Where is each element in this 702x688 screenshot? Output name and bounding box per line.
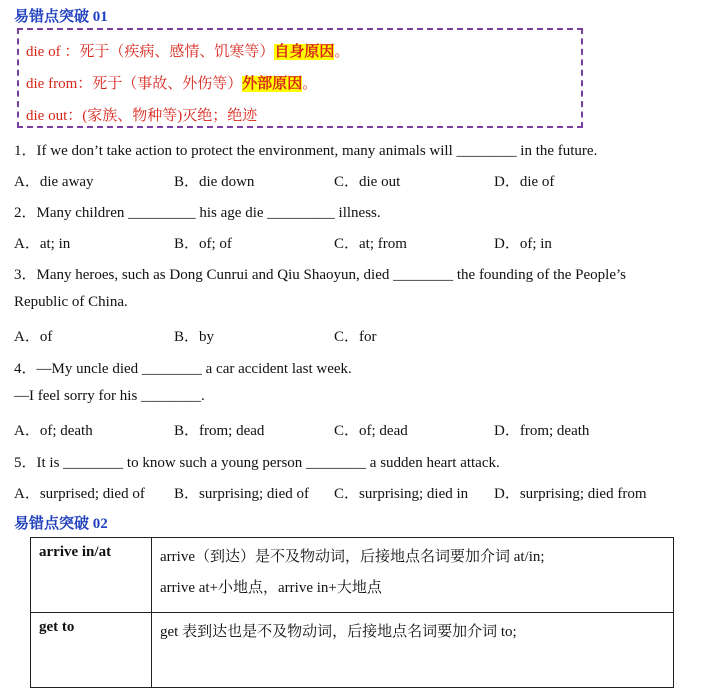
explanation-line: get 表到达也是不及物动词，后接地点名词要加介词 to; xyxy=(160,624,517,640)
question-1-option-b: B．die down xyxy=(174,174,255,190)
question-2-option-b: B．of; of xyxy=(174,236,232,252)
question-4-option-c: C．of; dead xyxy=(334,423,408,439)
usage-table xyxy=(30,537,674,688)
question-5-option-a: A．surprised; died of xyxy=(14,486,145,502)
question-5-stem: 5．It is ________ to know such a young person ________ a sudden heart attack. xyxy=(14,455,500,471)
table-explanation xyxy=(152,613,674,688)
section-title-2: 易错点突破 02 xyxy=(14,516,108,532)
question-1-stem: 1．If we don’t take action to protect the environment, many animals will ________ in the future. xyxy=(14,143,598,159)
question-4-stem: 4．—My uncle died ________ a car accident last week. xyxy=(14,361,352,377)
question-1-option-a: A．die away xyxy=(14,174,94,190)
table-row xyxy=(31,613,674,688)
question-4-reply: —I feel sorry for his ________. xyxy=(14,388,205,404)
tip-die-of: die of ：死于（疾病、感情、饥寒等）自身原因。 xyxy=(26,44,350,60)
explanation-line: arrive（到达）是不及物动词，后接地点名词要加介词 at/in; xyxy=(160,549,545,565)
tip-die-out: die out：(家族、物种等)灭绝；绝迹 xyxy=(26,108,258,124)
table-term: get to xyxy=(31,613,152,688)
question-2-option-c: C．at; from xyxy=(334,236,407,252)
question-3-stem-cont: Republic of China. xyxy=(14,294,128,310)
question-5-option-b: B．surprising; died of xyxy=(174,486,309,502)
table-explanation xyxy=(152,538,674,613)
question-5-option-c: C．surprising; died in xyxy=(334,486,469,502)
question-2-stem: 2．Many children _________ his age die _________ illness. xyxy=(14,205,381,221)
table-term: arrive in/at xyxy=(31,538,152,613)
table-row xyxy=(31,538,674,613)
explanation-line: arrive at+小地点，arrive in+大地点 xyxy=(160,580,382,596)
question-3-option-b: B．by xyxy=(174,329,215,345)
question-4-option-d: D．from; death xyxy=(494,423,590,439)
question-3-option-c: C．for xyxy=(334,329,377,345)
question-5-option-d: D．surprising; died from xyxy=(494,486,647,502)
question-3-option-a: A．of xyxy=(14,329,53,345)
question-2-option-a: A．at; in xyxy=(14,236,71,252)
question-2-option-d: D．of; in xyxy=(494,236,552,252)
question-3-stem: 3．Many heroes, such as Dong Cunrui and Qiu Shaoyun, died ________ the founding of the People’s xyxy=(14,267,627,283)
question-1-option-c: C．die out xyxy=(334,174,401,190)
question-4-option-b: B．from; dead xyxy=(174,423,265,439)
question-4-option-a: A．of; death xyxy=(14,423,93,439)
tip-die-from: die from：死于（事故、外伤等）外部原因。 xyxy=(26,76,318,92)
section-title-1: 易错点突破 01 xyxy=(14,9,108,25)
explanation-line-empty xyxy=(160,650,665,681)
question-1-option-d: D．die of xyxy=(494,174,555,190)
